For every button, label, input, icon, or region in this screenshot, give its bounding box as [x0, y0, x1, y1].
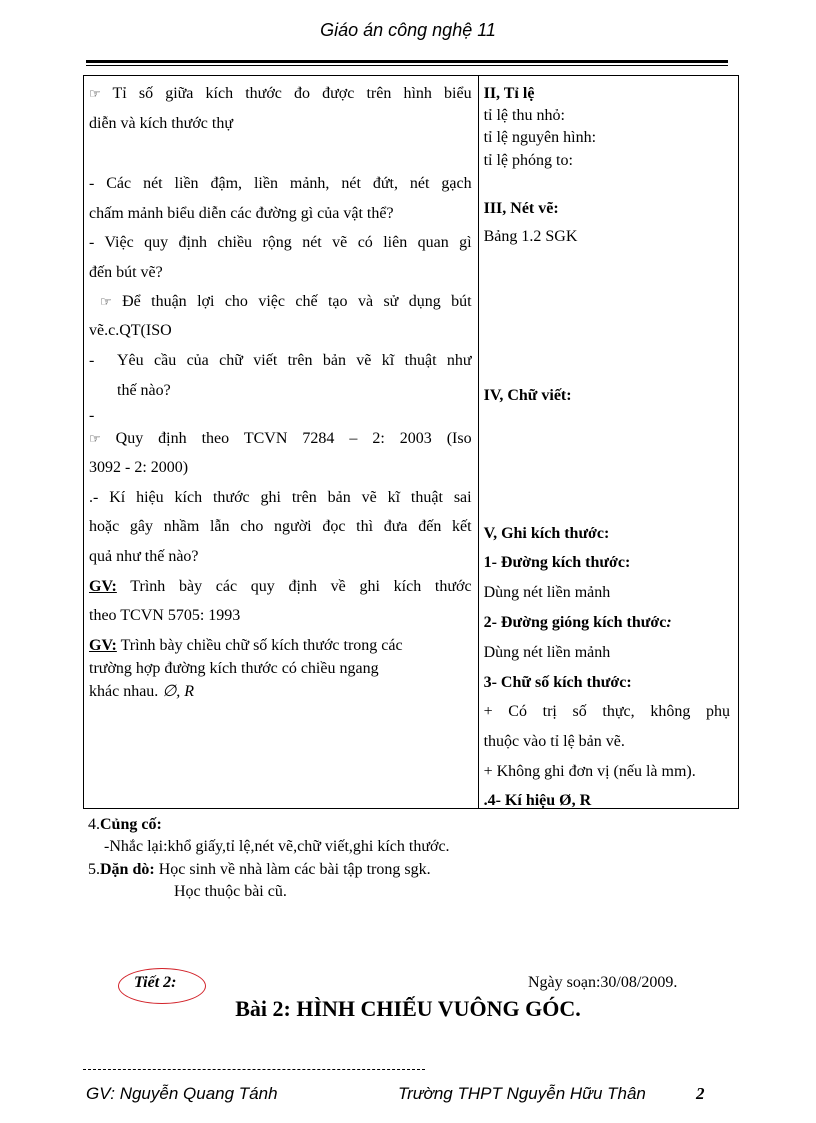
gv-note-2-line-2: trường hợp đường kích thước có chiều ngang	[89, 660, 379, 677]
pointing-hand-icon: ☞	[89, 86, 101, 101]
lesson-title: Bài 2: HÌNH CHIẾU VUÔNG GÓC.	[235, 996, 581, 1021]
section-net-ve-heading: III, Nét vẽ:	[483, 200, 559, 217]
bullet-dash: -	[89, 352, 95, 369]
duong-giong-heading: 2- Đường gióng kích thước:	[483, 614, 672, 631]
section-4-heading: 4.Củng cố:	[88, 816, 162, 833]
date-label: Ngày soạn:30/08/2009.	[528, 974, 678, 991]
teacher-activity-column	[84, 76, 479, 809]
chu-so-heading: 3- Chữ số kích thước:	[483, 674, 632, 691]
section-4-text: -Nhắc lại:khổ giấy,tỉ lệ,nét vẽ,chữ viết,ghi kích thước.	[104, 838, 450, 855]
pointing-hand-icon: ☞	[89, 431, 101, 446]
note-4-line-2: vẽ.c.QT(ISO	[89, 322, 172, 339]
gv-note-1-line-2: theo TCVN 5705: 1993	[89, 607, 241, 624]
note-4-line-1: ☞ Để thuận lợi cho việc chế tạo và sử dụng bút	[100, 293, 472, 310]
pointing-hand-icon: ☞	[100, 294, 112, 309]
footer-rule	[83, 1069, 425, 1070]
tiet-label: Tiết 2:	[134, 974, 177, 991]
question-7-line-3: quả như thế nào?	[89, 548, 199, 565]
question-3-line-1: - Việc quy định chiều rộng nét vẽ có liên quan gì	[89, 234, 472, 251]
ki-hieu-heading: .4- Kí hiệu Ø, R	[483, 792, 592, 809]
question-1-line-2: diễn và kích thước thự	[89, 115, 233, 132]
gv-note-2-line-1: GV: Trình bày chiều chữ số kích thước trong các	[89, 637, 403, 654]
lone-dash: -	[89, 407, 95, 424]
lesson-table	[83, 75, 739, 809]
note-6-line-2: 3092 - 2: 2000)	[89, 459, 189, 476]
header-rule	[86, 60, 728, 63]
ti-le-nguyen-hinh: tỉ lệ nguyên hình:	[483, 129, 597, 146]
question-7-line-2: hoặc gây nhầm lẫn cho người đọc thì đưa đến kết	[89, 518, 472, 535]
page-number: 2	[696, 1084, 705, 1103]
page-header-title: Giáo án công nghệ 11	[320, 20, 496, 40]
diameter-radius-symbols: ∅, R	[162, 683, 195, 700]
question-2-line-1: - Các nét liền đậm, liền mảnh, nét đứt, nét gạch	[89, 175, 472, 192]
duong-giong-text: Dùng nét liền mảnh	[483, 644, 611, 661]
note-6-line-1: ☞ Quy định theo TCVN 7284 – 2: 2003 (Iso	[89, 430, 472, 447]
content-column	[478, 76, 738, 809]
question-2-line-2: chấm mảnh biểu diễn các đường gì của vật thể?	[89, 205, 394, 222]
chu-so-text-line-2: thuộc vào tỉ lệ bản vẽ.	[483, 733, 625, 750]
section-5-heading: 5.Dặn dò: Học sinh về nhà làm các bài tập trong sgk.	[88, 861, 431, 878]
gv-note-1-line-1: GV: Trình bày các quy định về ghi kích thước	[89, 578, 472, 595]
question-3-line-2: đến bút vẽ?	[89, 264, 163, 281]
question-7-line-1: .- Kí hiệu kích thước ghi trên bản vẽ kĩ thuật sai	[89, 489, 472, 506]
footer-teacher: GV: Nguyễn Quang Tánh	[86, 1084, 278, 1103]
section-chu-viet-heading: IV, Chữ viết:	[483, 387, 572, 404]
chu-so-text-line-1: + Có trị số thực, không phụ	[483, 703, 730, 720]
footer-school: Trường THPT Nguyễn Hữu Thân	[398, 1084, 646, 1103]
question-5-line-1: Yêu cầu của chữ viết trên bản vẽ kĩ thuật như	[117, 352, 472, 369]
section-ti-le-heading: II, Tỉ lệ	[483, 85, 535, 102]
question-5-line-2: thế nào?	[117, 382, 171, 399]
section-5-text: Học thuộc bài cũ.	[174, 883, 287, 900]
gv-label: GV:	[89, 637, 117, 654]
ti-le-phong-to: tỉ lệ phóng to:	[483, 152, 573, 169]
chu-so-text-line-3: + Không ghi đơn vị (nếu là mm).	[483, 763, 696, 780]
gv-label: GV:	[89, 578, 117, 595]
section-ghi-kich-thuoc-heading: V, Ghi kích thước:	[483, 525, 610, 542]
duong-kich-thuoc-heading: 1- Đường kích thước:	[483, 554, 631, 571]
duong-kich-thuoc-text: Dùng nét liền mảnh	[483, 584, 611, 601]
gv-note-2-line-3: khác nhau. ∅, R	[89, 683, 195, 700]
bang-sgk: Bảng 1.2 SGK	[483, 228, 578, 245]
question-1-line-1: ☞ Tỉ số giữa kích thước đo được trên hình biểu	[89, 85, 472, 102]
ti-le-thu-nho: tỉ lệ thu nhỏ:	[483, 107, 565, 124]
